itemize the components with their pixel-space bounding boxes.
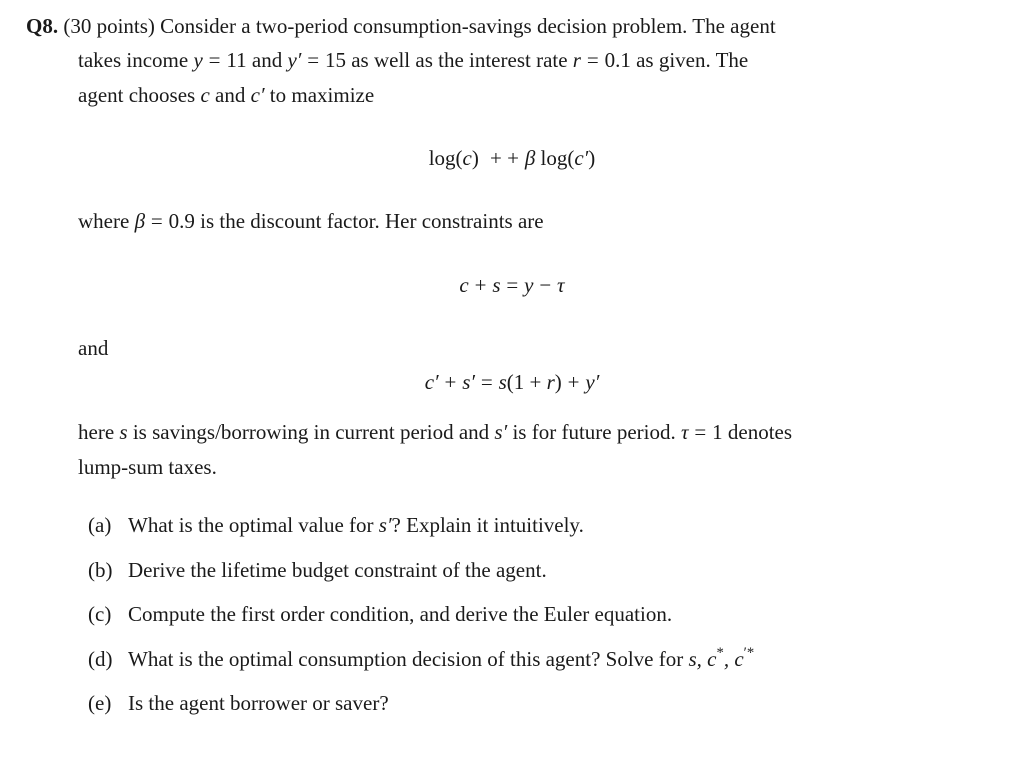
math-token: β: [524, 146, 536, 170]
intro-text: takes income: [78, 48, 189, 72]
math-token: + +: [490, 146, 519, 170]
math-token: here: [78, 420, 115, 444]
math-token: y′: [585, 370, 600, 394]
constraint-1: [0, 270, 1024, 300]
math-token: +: [444, 370, 457, 394]
income-value: 11: [226, 48, 247, 72]
math-token: c′: [424, 370, 439, 394]
question-number: Q8.: [26, 14, 59, 38]
math-token: s: [492, 273, 501, 297]
item-e: [88, 689, 389, 717]
item-label: (a): [88, 513, 112, 537]
math-token: log(: [428, 146, 463, 170]
item-label: (c): [88, 602, 112, 626]
and-text: and: [215, 83, 246, 107]
constraint-2: [0, 367, 1024, 397]
math-token: c: [459, 273, 469, 297]
math-token: =: [506, 273, 519, 297]
math-token: denotes: [727, 420, 793, 444]
math-token: 1: [712, 420, 723, 444]
math-token: =: [150, 209, 163, 233]
notes-line-2: lump-sum taxes.: [78, 455, 217, 479]
math-token: =: [307, 48, 320, 72]
item-a: [88, 511, 584, 539]
math-token: τ: [557, 273, 565, 297]
discount-line: [78, 207, 544, 235]
math-token: (1 +: [506, 370, 542, 394]
math-token: s: [119, 420, 128, 444]
math-token: y: [524, 273, 534, 297]
math-token: ? Explain it intuitively.: [391, 513, 584, 537]
item-c: [88, 600, 672, 628]
intro-text: as given. The: [636, 48, 749, 72]
math-token: ): [554, 370, 562, 394]
future-consumption-symbol: c′: [250, 83, 265, 107]
future-income-value: 15: [324, 48, 346, 72]
notes-line-1: [78, 418, 792, 446]
math-token: is for future period.: [512, 420, 676, 444]
intro-text: as well as the interest rate: [351, 48, 568, 72]
math-token: Is the agent borrower or saver?: [128, 691, 389, 715]
question-intro-text: (30 points) Consider a two-period consumption-savings decision problem. The agent: [63, 14, 776, 38]
math-token: ): [471, 146, 479, 170]
math-token: +: [474, 273, 487, 297]
item-label: (b): [88, 558, 113, 582]
math-token: =: [480, 370, 493, 394]
math-token: 0.9: [168, 209, 195, 233]
math-token: s′: [494, 420, 508, 444]
and-text: and: [251, 48, 283, 72]
math-token: What is the optimal consumption decision of this agent? Solve for: [128, 647, 684, 671]
and-label: and: [78, 336, 109, 360]
math-token: ): [588, 146, 596, 170]
math-token: What is the optimal value for: [128, 513, 374, 537]
math-token: c′: [574, 146, 589, 170]
item-label: (d): [88, 647, 113, 671]
math-token: r: [546, 370, 555, 394]
rate-symbol: r: [572, 48, 581, 72]
math-token: −: [539, 273, 552, 297]
math-token: τ: [681, 420, 689, 444]
item-d: [88, 645, 754, 673]
math-token: c: [462, 146, 472, 170]
objective-equation: [0, 143, 1024, 173]
math-token: is savings/borrowing in current period and: [132, 420, 490, 444]
item-label: (e): [88, 691, 112, 715]
math-token: s: [498, 370, 507, 394]
math-token: ′*: [743, 645, 755, 662]
math-token: is the discount factor. Her constraints are: [200, 209, 544, 233]
math-token: s′: [462, 370, 475, 394]
rate-value: 0.1: [604, 48, 631, 72]
intro-text: agent chooses: [78, 83, 196, 107]
math-token: *: [716, 645, 724, 662]
math-token: =: [694, 420, 707, 444]
future-income-symbol: y′: [287, 48, 302, 72]
item-b: [88, 556, 547, 584]
math-token: =: [208, 48, 221, 72]
math-token: s, c: [688, 647, 717, 671]
consumption-symbol: c: [200, 83, 210, 107]
math-token: =: [586, 48, 599, 72]
question-line-3: [78, 81, 374, 109]
question-line-2: [78, 46, 748, 74]
math-token: log(: [540, 146, 575, 170]
math-token: β: [134, 209, 146, 233]
math-token: where: [78, 209, 130, 233]
math-token: Derive the lifetime budget constraint of the agent.: [128, 558, 547, 582]
income-symbol: y: [193, 48, 203, 72]
question-line-1: [26, 12, 776, 40]
math-token: s′: [378, 513, 392, 537]
math-token: , c: [723, 647, 744, 671]
math-token: Compute the first order condition, and derive the Euler equation.: [128, 602, 673, 626]
math-token: +: [567, 370, 580, 394]
intro-text: to maximize: [269, 83, 375, 107]
